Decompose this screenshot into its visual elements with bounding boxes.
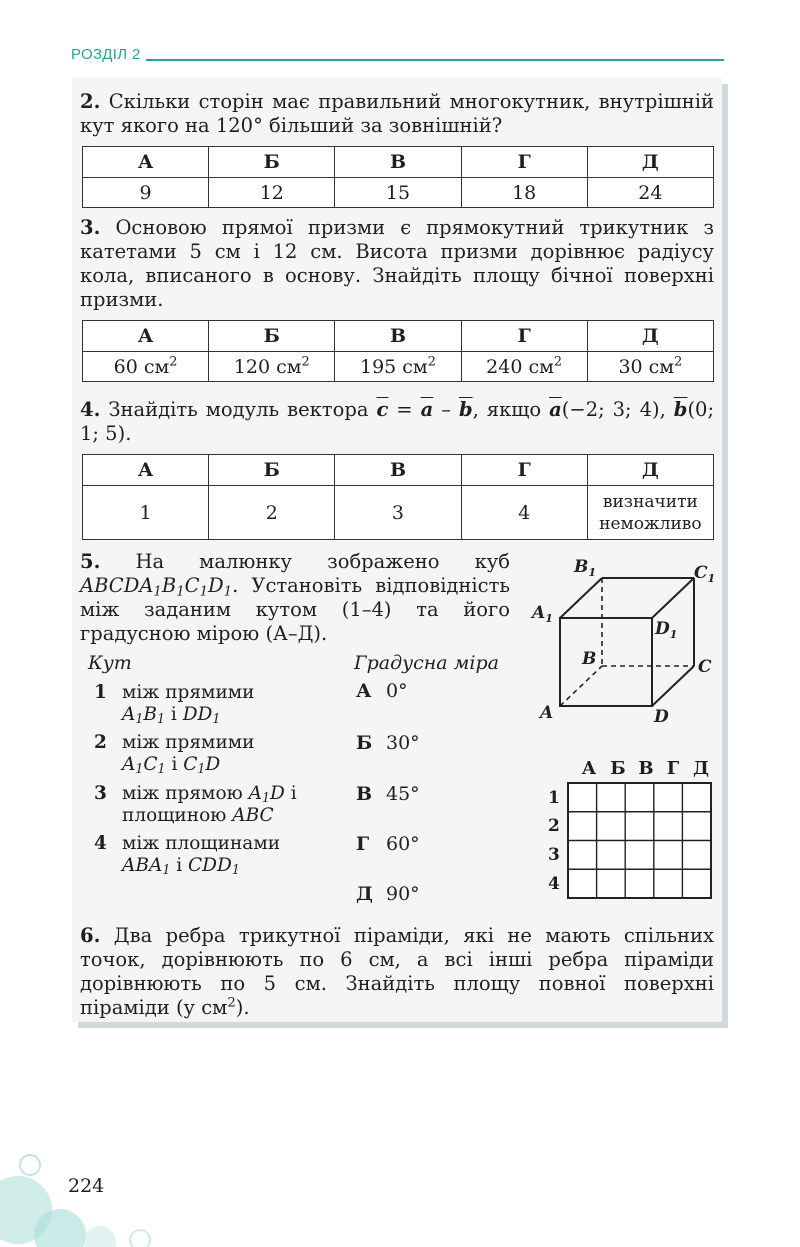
answer-letter: Д xyxy=(587,455,713,486)
vector-c: $\overline{c}$ xyxy=(376,398,389,421)
question-4-answer-table xyxy=(82,454,714,540)
answer-value-row xyxy=(83,178,714,208)
option-a: А 0° xyxy=(356,680,408,702)
answer-value: 18 xyxy=(461,178,587,208)
angle-column-heading: Кут xyxy=(88,652,132,674)
section-label: РОЗДІЛ 2 xyxy=(71,46,141,63)
question-2-body: Скільки сторін має правильний многокутник, внутрішній кут якого на 120° більший за зовнішній? xyxy=(80,90,714,137)
svg-text:B: B xyxy=(582,649,597,669)
answer-letter: В xyxy=(335,321,461,352)
answer-value: 120 $см^2$ xyxy=(209,352,335,382)
question-5-text: 5. На малюнку зображено куб $ABCDA_1B_1C_1D_1$. Установіть відповідність між заданим кутом (1–4) та його градусною мірою (А–Д). xyxy=(80,550,510,645)
question-2-text xyxy=(80,90,714,138)
svg-text:D1: $D_1$ xyxy=(655,619,678,641)
answer-value: 4 xyxy=(461,486,587,540)
question-6-number: 6. xyxy=(80,924,101,947)
answer-value: 1 xyxy=(83,486,209,540)
question-6-text: 6. Два ребра трикутної піраміди, які не мають спільних точок, дорівнюють по 6 см, а всі інші ребра піраміди дорівнюють по 5 см. Знайдіть площу повної поверхні піраміди (у $см^2$). xyxy=(80,924,714,1019)
answer-header-row xyxy=(83,455,714,486)
vector-b: $\overline{b}$ xyxy=(458,398,473,421)
answer-letter: В xyxy=(335,455,461,486)
answer-header-row xyxy=(83,147,714,178)
question-2-number: 2. xyxy=(80,90,101,113)
answer-value: 24 xyxy=(587,178,713,208)
answer-letter: Г xyxy=(461,321,587,352)
svg-text:C: C xyxy=(698,657,712,677)
answer-letter: А xyxy=(83,321,209,352)
question-3-text xyxy=(80,216,714,312)
answer-letter: Г xyxy=(461,147,587,178)
question-3-answer-table xyxy=(82,320,714,382)
option-b: Б 30° xyxy=(356,732,420,754)
cube-figure xyxy=(530,552,720,727)
answer-header-row xyxy=(83,321,714,352)
answer-letter: А xyxy=(83,455,209,486)
answer-letter: Д xyxy=(587,147,713,178)
answer-value-row xyxy=(83,486,714,540)
answer-value: 195 $см^2$ xyxy=(335,352,461,382)
answer-value: визначити неможливо xyxy=(587,486,713,540)
svg-text:A1: $A_1$ xyxy=(532,603,553,625)
answer-letter: В xyxy=(335,147,461,178)
answer-value: 60 $см^2$ xyxy=(83,352,209,382)
question-3-number: 3. xyxy=(80,216,101,239)
svg-text:D: D xyxy=(654,707,669,727)
option-g: Г 60° xyxy=(356,833,420,855)
decorative-bubbles xyxy=(0,1150,200,1247)
answer-value: 3 xyxy=(335,486,461,540)
vector-a: $\overline{a}$ xyxy=(420,398,434,421)
answer-value: 30 $см^2$ xyxy=(587,352,713,382)
header-rule xyxy=(146,59,724,61)
answer-letter: Б xyxy=(209,455,335,486)
answer-value-row xyxy=(83,352,714,382)
question-4-text: 4. Знайдіть модуль вектора $\overline{c} = \overline{a} - \overline{b}$, якщо $\overline{a}(-2$; 3; 4), $\overline{b}(0$; 1; 5). xyxy=(80,398,715,445)
question-2-answer-table xyxy=(82,146,714,208)
answer-value: 15 xyxy=(335,178,461,208)
question-5-number: 5. xyxy=(80,550,101,573)
answer-grid[interactable] xyxy=(567,782,713,900)
answer-letter: Б xyxy=(209,147,335,178)
question-4-number: 4. xyxy=(80,398,101,421)
answer-value: 12 xyxy=(209,178,335,208)
answer-letter: Г xyxy=(461,455,587,486)
answer-value: 9 xyxy=(83,178,209,208)
answer-letter: Б xyxy=(209,321,335,352)
answer-value: 240 $см^2$ xyxy=(461,352,587,382)
question-3-body: Основою прямої призми є прямокутний трикутник з катетами 5 см і 12 см. Висота призми дорівнює радіусу кола, вписаного в основу. Знайдіть площу бічної поверхні призми. xyxy=(80,216,714,311)
svg-text:C1: $C_1$ xyxy=(694,563,716,585)
option-v: В 45° xyxy=(356,783,420,805)
answer-letter: Д xyxy=(587,321,713,352)
page-number: 224 xyxy=(68,1175,105,1197)
option-d: Д 90° xyxy=(356,883,420,905)
answer-letter: А xyxy=(83,147,209,178)
degree-column-heading: Градусна міра xyxy=(354,652,499,674)
answer-value: 2 xyxy=(209,486,335,540)
svg-text:A: A xyxy=(540,703,554,723)
svg-text:B1: $B_1$ xyxy=(574,557,597,579)
